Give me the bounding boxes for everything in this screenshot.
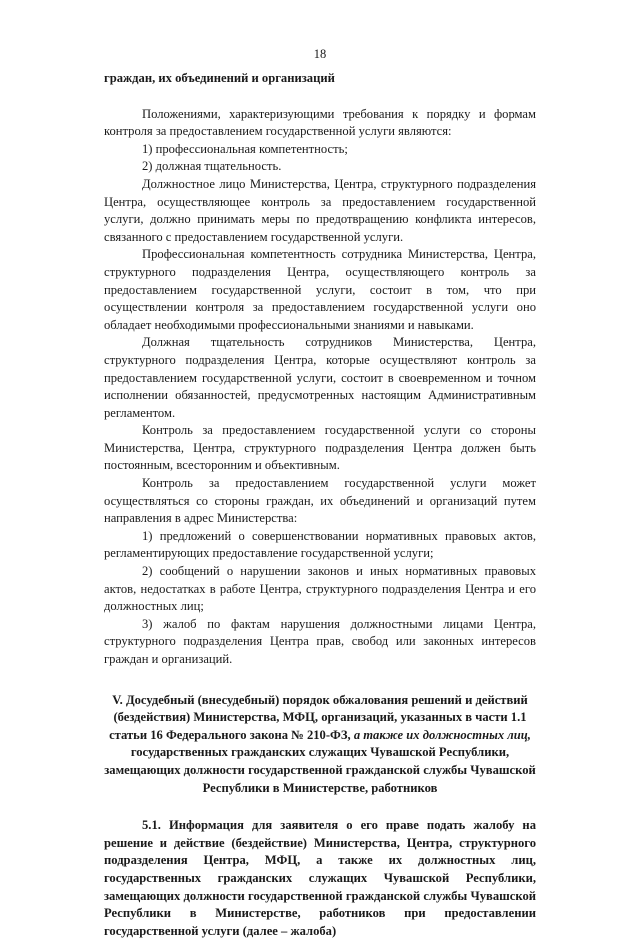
list-item-1: 1) профессиональная компетентность;	[142, 141, 348, 156]
paragraph-1: Положениями, характеризующими требования к порядку и формам контроля за предоставлением государственной услуги являются:	[104, 106, 536, 139]
paragraph-4: Должная тщательность сотрудников Министерства, Центра, структурного подразделения Центра, которые осуществляют контроль за предоставлением государственной услуги, состоит в своевременном и точном исполнении обязанностей, предусмотренных настоящим Административным регламентом.	[104, 335, 536, 420]
subsection-5-1: 5.1. Информация для заявителя о его праве подать жалобу на решение и действие (бездействие) Министерства, Центра, структурного подразделения Центра, МФЦ, а также их должностных лиц, государственных гражданских служащих Чувашской Республики, замещающих должности государственной гражданской службы Чувашской Республики в Министерстве, работников при предоставлении государственной услуги (далее – жалоба)	[104, 818, 536, 938]
section-title-part-b: а также их должностных лиц,	[353, 727, 531, 742]
heading-continuation: граждан, их объединений и организаций	[104, 71, 335, 85]
section-title-part-a: V. Досудебный (внесудебный) порядок обжалования решений и действий (бездействия) Министерства, МФЦ, организаций, указанных в части 1.1 статьи 16 Федерального закона № 210-ФЗ,	[109, 692, 528, 742]
list-item-4: 2) сообщений о нарушении законов и иных нормативных правовых актов, недостатках в работе Центра, структурного подразделения Центра и его должностных лиц;	[104, 564, 536, 614]
list-item-5: 3) жалоб по фактам нарушения должностными лицами Центра, структурного подразделения Центра прав, свобод или законных интересов граждан и организаций.	[104, 616, 536, 666]
list-item-3: 1) предложений о совершенствовании нормативных правовых актов, регламентирующих предоставление государственной услуги;	[104, 528, 536, 561]
section-title-part-c: государственных гражданских служащих Чувашской Республики, замещающих должности государственной гражданской службы Чувашской Республики в Министерстве, работников	[104, 745, 536, 795]
paragraph-3: Профессиональная компетентность сотрудника Министерства, Центра, структурного подразделения Центра, осуществляющего контроль за предоставлением государственной услуги, состоит в том, что при осуществлении контроля за предоставлением государственной услуги оно обладает необходимыми профессиональными знаниями и навыками.	[104, 247, 536, 332]
page-content	[104, 70, 536, 940]
section-title	[104, 692, 536, 798]
list-item-2: 2) должная тщательность.	[142, 159, 282, 174]
paragraph-2: Должностное лицо Министерства, Центра, структурного подразделения Центра, осуществляющее контроль за предоставлением государственной услуги, должно принимать меры по предотвращению конфликта интересов, связанного с предоставлением государственной услуги.	[104, 176, 536, 244]
page-number: 18	[313, 47, 327, 61]
paragraph-6: Контроль за предоставлением государственной услуги может осуществляться со стороны граждан, их объединений и организаций путем направления в адрес Министерства:	[104, 476, 536, 526]
paragraph-5: Контроль за предоставлением государственной услуги со стороны Министерства, Центра, структурного подразделения Центра должен быть постоянным, всесторонним и объективным.	[104, 423, 536, 473]
